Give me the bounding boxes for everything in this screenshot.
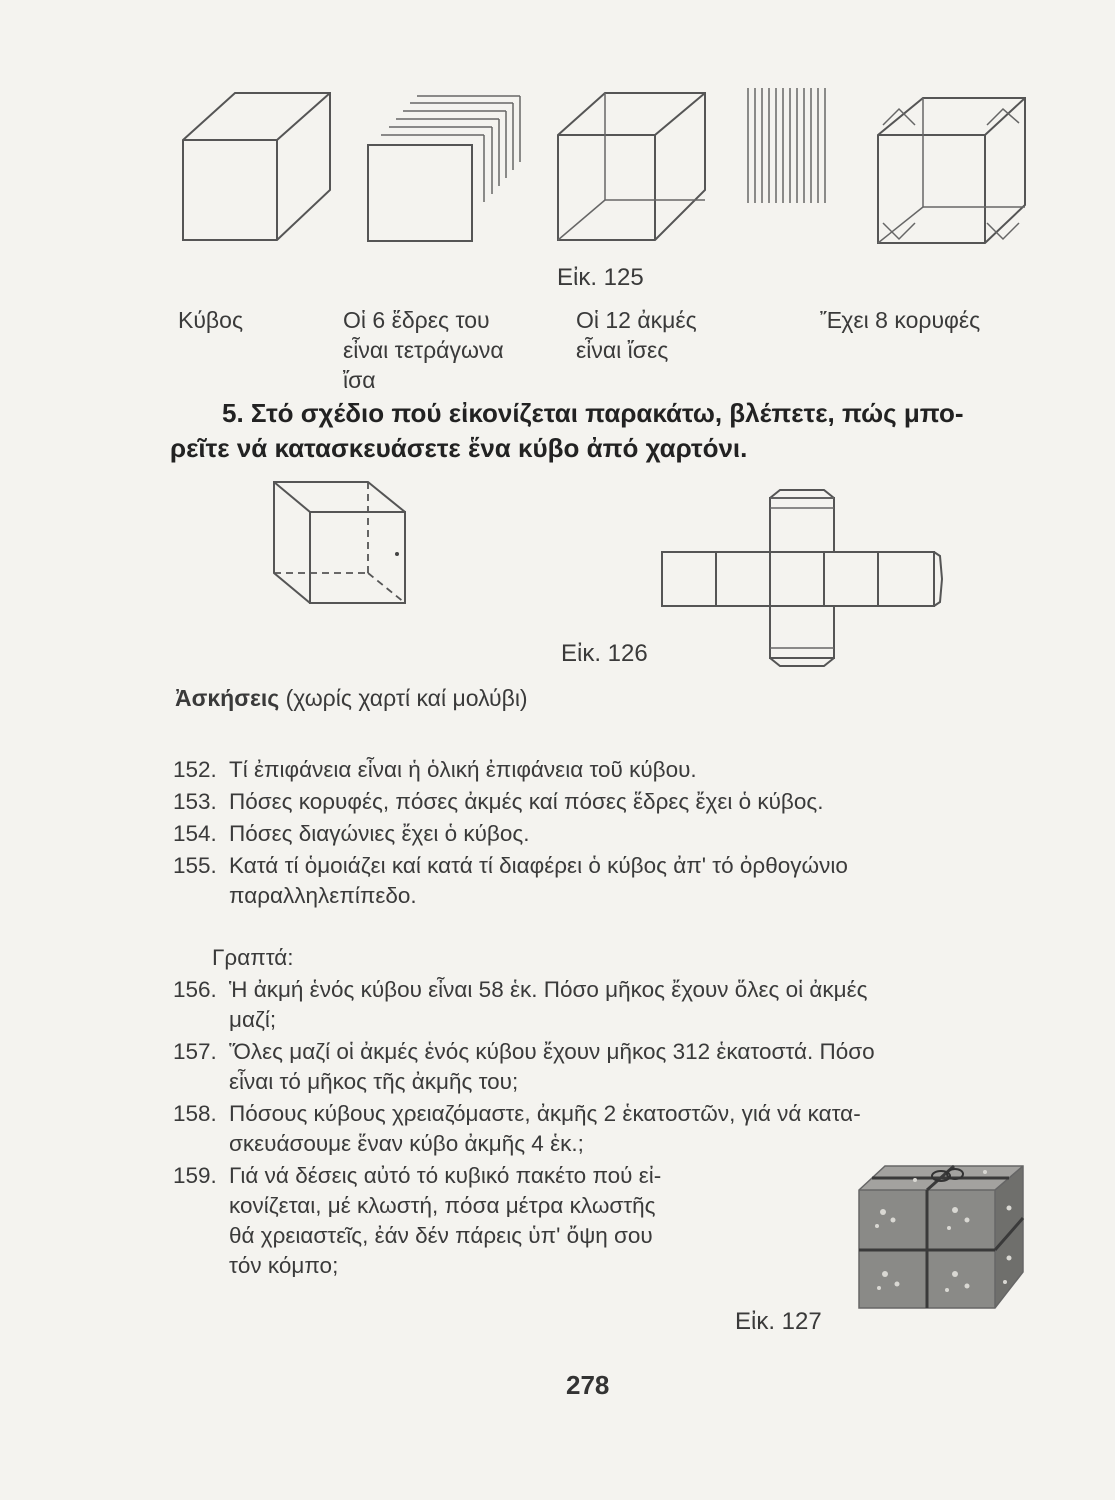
label-edges: Οἱ 12 ἀκμές εἶναι ἴσες xyxy=(576,307,697,363)
exercise-154: 154. Πόσες διαγώνιες ἔχει ὁ κύβος. xyxy=(173,821,530,846)
fig125-cube-edges xyxy=(555,90,715,250)
figure-125-caption: Εἰκ. 125 xyxy=(557,264,644,291)
fig125-cube-vertices xyxy=(875,95,1035,255)
exercise-158: 158. Πόσους κύβους χρειαζόμαστε, ἀκμῆς 2 ἑκατοστῶν, γιά νά κατα- σκευάσουμε ἕναν κύβο ἀκμῆς 4 ἑκ.; xyxy=(173,1101,861,1156)
fig125-edge-sticks xyxy=(740,85,840,205)
exercises-heading: Ἀσκήσεις (χωρίς χαρτί καί μολύβι) xyxy=(175,685,528,711)
label-faces: Οἱ 6 ἕδρες του εἶναι τετράγωνα ἴσα xyxy=(343,307,504,393)
fig125-cube-solid xyxy=(180,90,340,250)
oral-exercise-list xyxy=(173,755,1053,911)
exercise-156: 156. Ἡ ἀκμή ἑνός κύβου εἶναι 58 ἑκ. Πόσο μῆκος ἔχουν ὅλες οἱ ἀκμές μαζί; xyxy=(173,977,868,1032)
page-number: 278 xyxy=(566,1370,610,1400)
exercise-152: 152. Τί ἐπιφάνεια εἶναι ἡ ὁλική ἐπιφάνεια τοῦ κύβου. xyxy=(173,757,697,782)
fig125-cube-faces xyxy=(365,90,545,250)
label-vertices: Ἔχει 8 κορυφές xyxy=(820,307,981,333)
fig127-gift-package xyxy=(855,1162,1030,1312)
figure-127-caption: Εἰκ. 127 xyxy=(735,1308,822,1335)
exercise-159: 159. Γιά νά δέσεις αὐτό τό κυβικό πακέτο πού εἰ- κονίζεται, μέ κλωστή, πόσα μέτρα κλωστῆς θά χρειαστεῖς, ἐάν δέν πάρεις ὑπ' ὄψη σου τόν κόμπο; xyxy=(173,1163,662,1278)
label-cube: Κύβος xyxy=(178,307,244,333)
fig126-open-cube xyxy=(270,478,420,608)
written-heading: Γραπτά: xyxy=(212,945,294,970)
exercise-155: 155. Κατά τί ὁμοιάζει καί κατά τί διαφέρει ὁ κύβος ἀπ' τό ὀρθογώνιο παραλληλεπίπεδο. xyxy=(173,853,848,908)
exercise-153: 153. Πόσες κορυφές, πόσες ἀκμές καί πόσες ἕδρες ἔχει ὁ κύβος. xyxy=(173,789,824,814)
fig126-cube-net xyxy=(660,486,960,676)
task-5: 5. Στό σχέδιο πού εἰκονίζεται παρακάτω, βλέπετε, πώς μπο- ρεῖτε νά κατασκευάσετε ἕνα κύβο ἀπό χαρτόνι. xyxy=(170,398,964,463)
exercise-157: 157. Ὅλες μαζί οἱ ἀκμές ἑνός κύβου ἔχουν μῆκος 312 ἑκατοστά. Πόσο εἶναι τό μῆκος τῆς ἀκμῆς του; xyxy=(173,1039,875,1094)
figure-126-caption: Εἰκ. 126 xyxy=(561,640,648,667)
